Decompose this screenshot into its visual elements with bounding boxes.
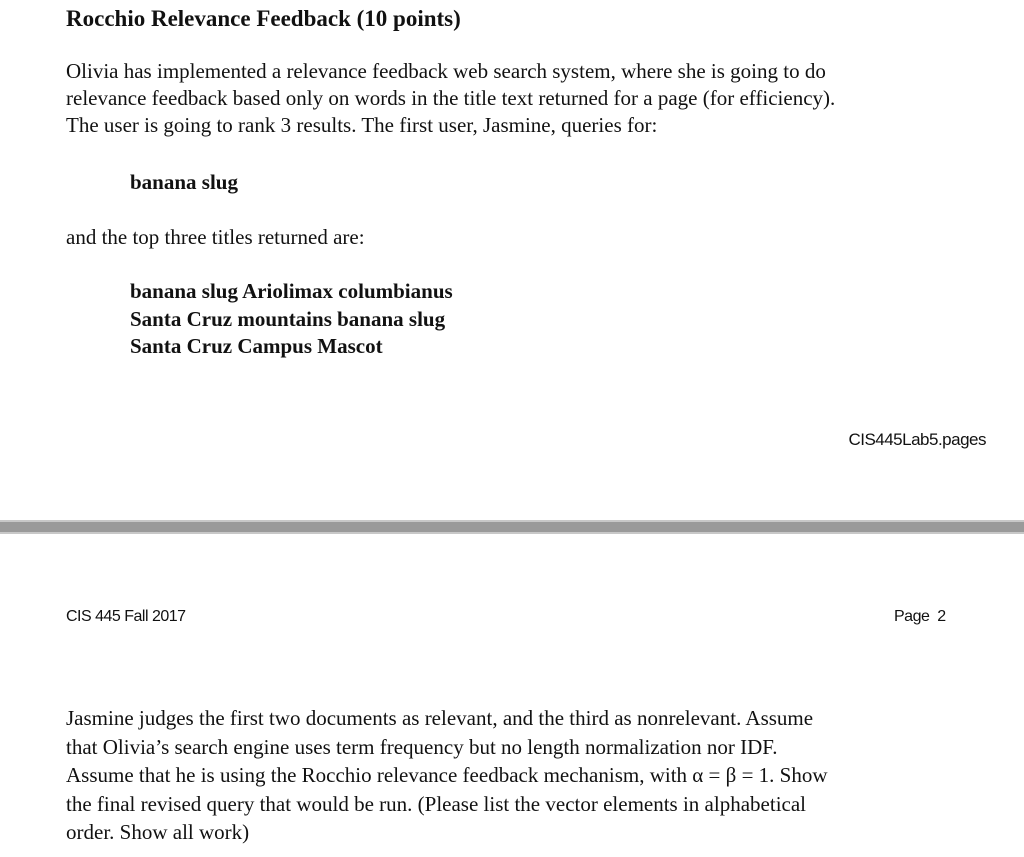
page-header-left: CIS 445 Fall 2017 <box>66 608 186 625</box>
query-text: banana slug <box>130 170 238 194</box>
result-title: Santa Cruz mountains banana slug <box>130 306 446 331</box>
intro-paragraph <box>66 58 835 139</box>
page-separator <box>0 520 1024 534</box>
intro-line: relevance feedback based only on words in the title text returned for a page (for efficiency). <box>66 86 836 110</box>
section-title: Rocchio Relevance Feedback (10 points) <box>66 6 461 31</box>
body-line: the final revised query that would be run. (Please list the vector elements in alphabetical <box>66 791 807 816</box>
body-line: Assume that he is using the Rocchio relevance feedback mechanism, with α = β = 1. Show <box>66 763 828 787</box>
body-line: that Olivia’s search engine uses term frequency but no length normalization nor IDF. <box>66 734 778 759</box>
page-header-right: Page 2 <box>894 608 946 625</box>
intro-line: Olivia has implemented a relevance feedback web search system, where she is going to do <box>66 59 826 83</box>
result-title: Santa Cruz Campus Mascot <box>130 334 383 358</box>
intro-line: The user is going to rank 3 results. The first user, Jasmine, queries for: <box>66 113 658 137</box>
body-line: Jasmine judges the first two documents as relevant, and the third as nonrelevant. Assume <box>66 706 814 730</box>
results-intro: and the top three titles returned are: <box>66 225 365 249</box>
body-line: order. Show all work) <box>66 820 250 844</box>
page-footer: CIS445Lab5.pages <box>848 430 986 449</box>
question-paragraph <box>66 704 828 847</box>
results-list <box>130 278 453 361</box>
result-title: banana slug Ariolimax columbianus <box>130 279 453 303</box>
